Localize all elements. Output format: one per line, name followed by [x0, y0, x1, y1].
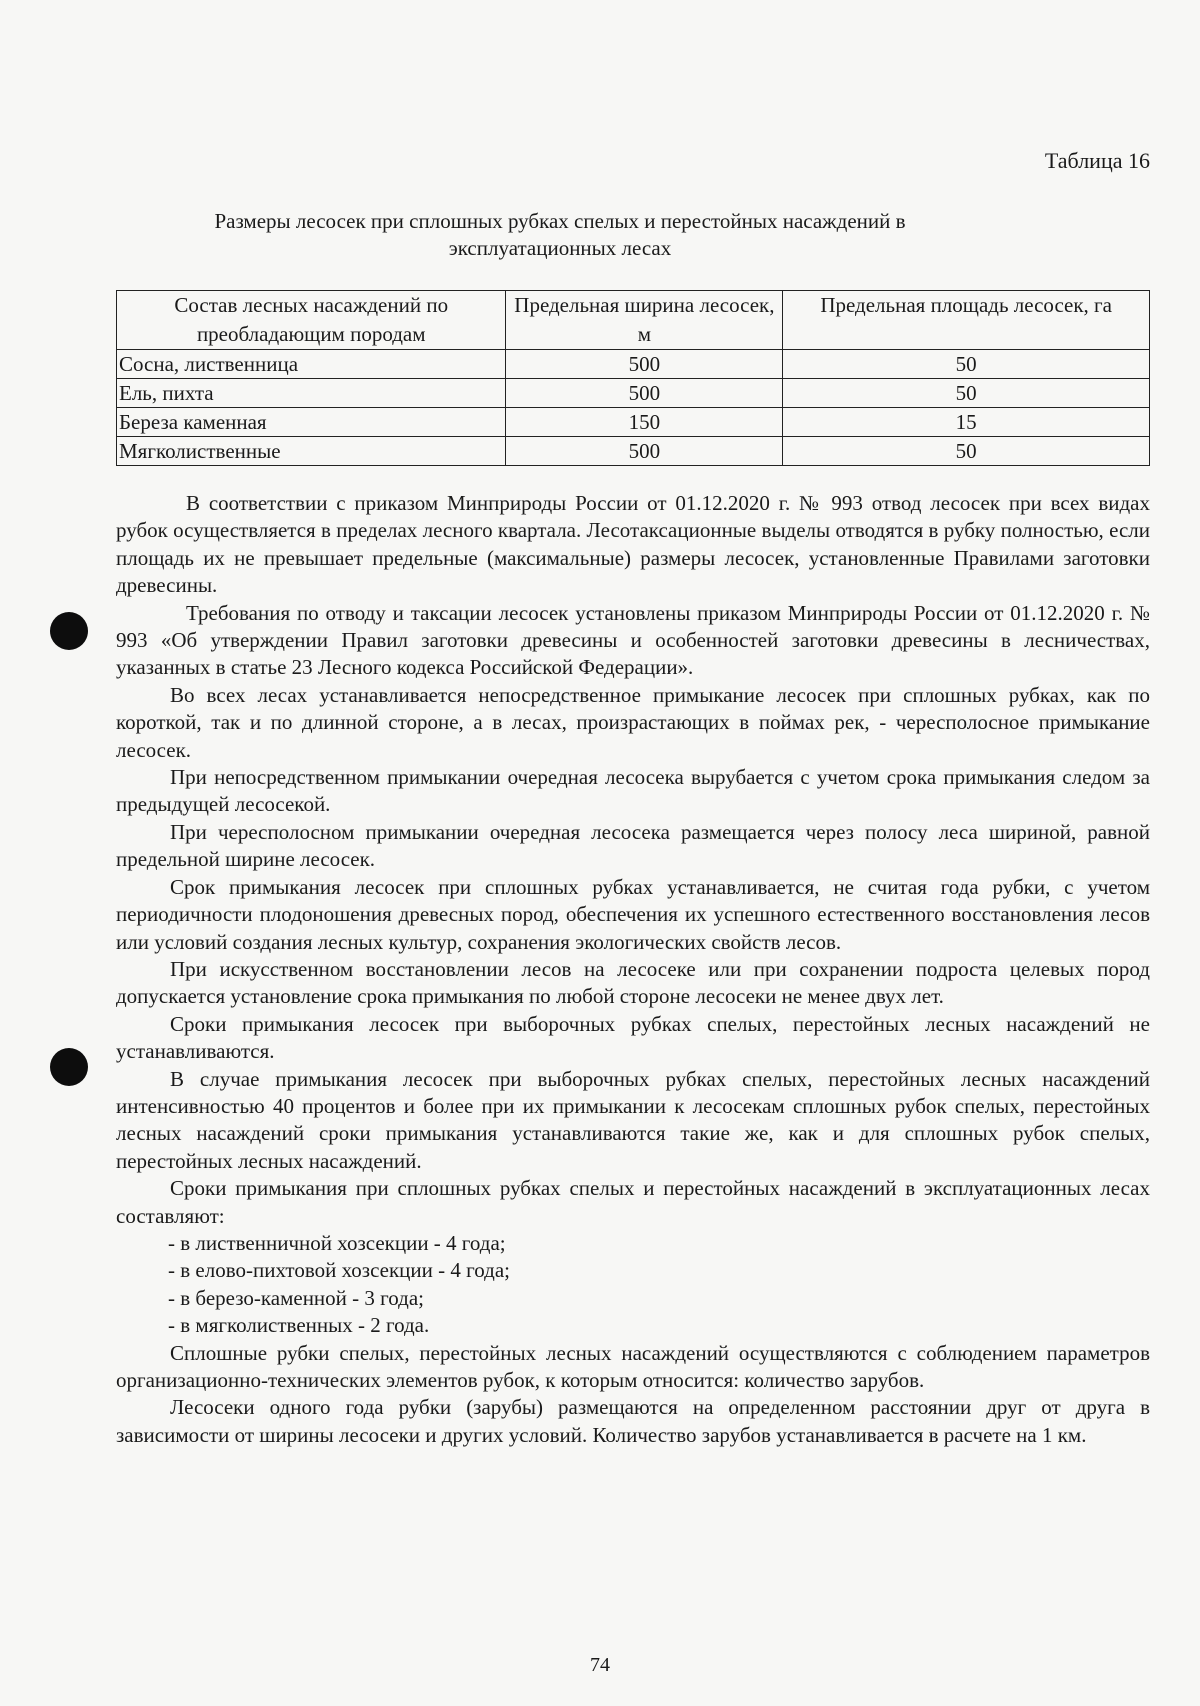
paragraph: При чересполосном примыкании очередная лесосека размещается через полосу леса шириной, равной предельной ширине лесосек.: [116, 819, 1150, 872]
paragraph: В соответствии с приказом Минприроды России от 01.12.2020 г. № 993 отвод лесосек при всех видах рубок осуществляется в пределах лесного квартала. Лесотаксационные выделы отводятся в рубку полностью, если площадь их не превышает предельные (максимальные) размеры лесосек, установленные Правилами заготовки древесины.: [116, 491, 1150, 598]
table-cell: 500: [506, 437, 783, 466]
page-number: 74: [590, 1654, 610, 1676]
table-label: Таблица 16: [1044, 148, 1150, 173]
body-text: [116, 490, 1150, 1449]
table-cell: Ель, пихта: [117, 379, 506, 408]
table-row: [117, 350, 1150, 379]
table-cell: 50: [783, 379, 1150, 408]
punch-hole-mark: [50, 612, 88, 650]
list-item: - в березо-каменной - 3 года;: [168, 1285, 424, 1310]
table-header-cell: Предельная площадь лесосек, га: [783, 291, 1150, 350]
table-cell: Береза каменная: [117, 408, 506, 437]
paragraph: Срок примыкания лесосек при сплошных рубках устанавливается, не считая года рубки, с учетом периодичности плодоношения древесных пород, обеспечения их успешного естественного восстановления лесов или условий создания лесных культур, сохранения экологических свойств лесов.: [116, 874, 1150, 954]
table-cell: 15: [783, 408, 1150, 437]
paragraph: Сплошные рубки спелых, перестойных лесных насаждений осуществляются с соблюдением параметров организационно-технических элементов рубок, к которым относится: количество зарубов.: [116, 1340, 1150, 1392]
paragraph: Лесосеки одного года рубки (зарубы) размещаются на определенном расстоянии друг от друга в зависимости от ширины лесосеки и других условий. Количество зарубов устанавливается в расчете на 1 км.: [116, 1395, 1150, 1447]
list-item: - в елово-пихтовой хозсекции - 4 года;: [168, 1258, 510, 1283]
list-item: - в мягколиственных - 2 года.: [168, 1313, 430, 1338]
paragraph: В случае примыкания лесосек при выборочных рубках спелых, перестойных лесных насаждений интенсивностью 40 процентов и более при их примыкании к лесосекам сплошных рубок спелых, перестойных лесных насаждений сроки примыкания устанавливаются такие же, как и для сплошных рубок спелых, перестойных лесных насаждений.: [116, 1066, 1150, 1173]
paragraph: При непосредственном примыкании очередная лесосека вырубается с учетом срока примыкания следом за предыдущей лесосекой.: [116, 765, 1150, 817]
lesosek-size-table: [116, 290, 1150, 466]
punch-hole-mark: [50, 1048, 88, 1086]
paragraph: Сроки примыкания при сплошных рубках спелых и перестойных насаждений в эксплуатационных лесах составляют:: [116, 1176, 1150, 1228]
table-cell: 500: [506, 350, 783, 379]
table-cell: 50: [783, 437, 1150, 466]
table-row: [117, 408, 1150, 437]
table-cell: 50: [783, 350, 1150, 379]
table-row: [117, 379, 1150, 408]
table-cell: 500: [506, 379, 783, 408]
table-cell: Сосна, лиственница: [117, 350, 506, 379]
table-header-cell: Предельная ширина лесосек, м: [506, 291, 783, 350]
table-cell: 150: [506, 408, 783, 437]
table-header-cell: Состав лесных насаждений по преобладающим породам: [117, 291, 506, 350]
table-row: [117, 437, 1150, 466]
paragraph: Сроки примыкания лесосек при выборочных рубках спелых, перестойных лесных насаждений не устанавливаются.: [116, 1011, 1150, 1064]
table-cell: Мягколиственные: [117, 437, 506, 466]
table-header-row: [117, 291, 1150, 350]
paragraph: При искусственном восстановлении лесов на лесосеке или при сохранении подроста целевых пород допускается установление срока примыкания по любой стороне лесосеки не менее двух лет.: [116, 956, 1150, 1009]
paragraph: Во всех лесах устанавливается непосредственное примыкание лесосек при сплошных рубках, как по короткой, так и по длинной стороне, а в лесах, произрастающих в поймах рек, - чересполосное примыкание лесосек.: [116, 682, 1150, 762]
list-item: - в лиственничной хозсекции - 4 года;: [168, 1230, 506, 1255]
table-title: Размеры лесосек при сплошных рубках спелых и перестойных насаждений в эксплуатационных лесах: [214, 209, 906, 260]
paragraph: Требования по отводу и таксации лесосек установлены приказом Минприроды России от 01.12.2020 г. № 993 «Об утверждении Правил заготовки древесины и особенностей заготовки древесины в лесничествах, указанных в статье 23 Лесного кодекса Российской Федерации».: [116, 600, 1150, 680]
